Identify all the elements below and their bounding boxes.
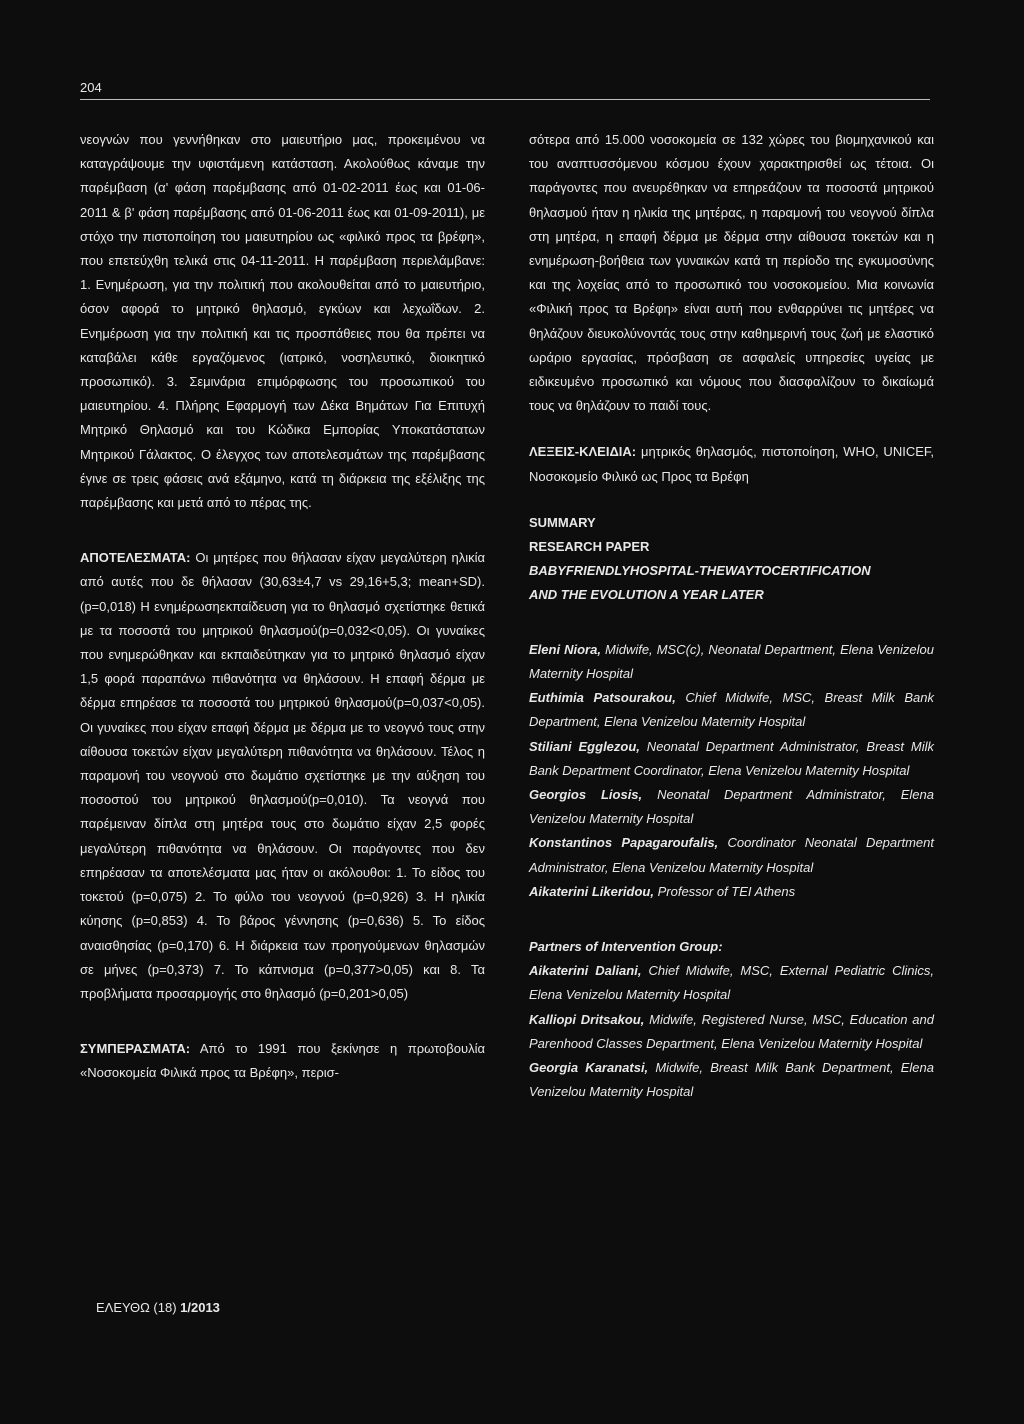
author-entry	[529, 880, 934, 904]
keywords-heading: ΛΕΞΕΙΣ-ΚΛΕΙΔΙΑ:	[529, 444, 637, 460]
spacer	[529, 607, 934, 638]
partners-heading-text: Partners of Intervention Group:	[529, 939, 723, 955]
paper-title-line-2: AND THE EVOLUTION A YEAR LATER	[529, 586, 764, 602]
author-affiliation: Chief Midwife, MSC, Breast Milk Bank Department, Elena Venizelou Maternity Hospital	[529, 690, 934, 730]
keywords-paragraph	[529, 440, 934, 488]
paper-title-line-1: BABYFRIENDLYHOSPITAL-THEWAYTOCERTIFICATION	[529, 562, 871, 578]
spacer	[529, 489, 934, 511]
conclusions-heading: ΣΥΜΠΕΡΑΣΜΑΤΑ:	[80, 1041, 191, 1057]
spacer	[80, 515, 485, 546]
partners-list	[529, 935, 934, 1104]
partner-affiliation: Midwife, Registered Nurse, MSC, Education and Parenhood Classes Department, Elena Venizelou Maternity Hospital	[529, 1011, 934, 1051]
author-name: Georgios Liosis,	[529, 787, 643, 803]
author-entry	[529, 735, 934, 783]
partner-name: Aikaterini Daliani,	[529, 963, 642, 979]
partner-affiliation: Midwife, Breast Milk Bank Department, Elena Venizelou Maternity Hospital	[529, 1060, 934, 1100]
author-affiliation: Midwife, MSC(c), Neonatal Department, Elena Venizelou Maternity Hospital	[529, 641, 934, 682]
partner-entry	[529, 1008, 934, 1056]
right-column	[529, 128, 934, 1105]
spacer	[529, 904, 934, 935]
summary-label: SUMMARY	[529, 514, 596, 530]
methods-text: νεογνών που γεννήθηκαν στο μαιευτήριο μας, προκειμένου να καταγράψουμε την υφιστάμενη κατάσταση. Ακολούθως κάναμε την παρέμβαση (α' φάση παρέμβασης από 01-02-2011 έως και 01-06-2011 & β' φάση παρέμβασης από 01-06-2011 έως και 01-09-2011), με στόχο την πιστοποίηση του μαιευτηρίου ως «φιλικό προς τα βρέφη», που επετεύχθη τελικά στις 04-11-2011. Η παρέμβαση περιελάμβανε: 1. Ενημέρωση, για την πολιτική που ακολουθείται από το μαιευτήριο, όσον αφορά το μητρικό θηλασμό, εγκύων και λεχωΐδων. 2. Ενημέρωση για την πολιτική και τις προσπάθειες που θα πρέπει να καταβάλει κάθε εργαζόμενος (ιατρικό, νοσηλευτικό, διοικητικό προσωπικό). 3. Σεμινάρια επιμόρφωσης του προσωπικού του μαιευτηρίου. 4. Πλήρης Εφαρμογή των Δέκα Βημάτων Για Επιτυχή Μητρικό Θηλασμό και του Κώδικα Εμπορίας Υποκατάστατων Μητρικού Γάλακτος. Ο έλεγχος των αποτελεσμάτων της παρέμβασης έγινε σε τρεις φάσεις ανά εξάμηνο, κατά τη διάρκεια της εξέλιξης της παρέμβασης και μετά από το πέρας της.	[80, 132, 485, 511]
partner-entry	[529, 1056, 934, 1104]
authors-list	[529, 638, 934, 904]
author-entry	[529, 783, 934, 831]
conclusions-text: Από το 1991 που ξεκίνησε η πρωτοβουλία «Νοσοκομεία Φιλικά προς τα Βρέφη», περισ-	[80, 1041, 485, 1081]
results-text: Οι μητέρες που θήλασαν είχαν μεγαλύτερη ηλικία από αυτές που δε θήλασαν (30,63±4,7 vs 29,16+5,3; mean+SD). (p=0,018) Η ενημέρωσηεκπαίδευση για το θηλασμό σχετίστηκε θετικά με τα ποσοστά του μητρικού θηλασμού(p=0,032<0,05). Οι γυναίκες που ενημερώθηκαν και εκπαιδεύτηκαν για το μητρικό θηλασμό είχαν 1,5 φορά παραπάνω πιθανότητα να θηλάσουν. Η επαφή δέρμα με δέρμα επηρέασε τα ποσοστά του μητρικού θηλασμού(p=0,037<0,05). Οι γυναίκες που είχαν επαφή δέρμα με δέρμα με το νεογνό τους στην αίθουσα τοκετών είχαν μεγαλύτερη πιθανότητα να θηλάσουν. Τέλος η παραμονή του νεογνού στο δωμάτιο σχετίστηκε με την αύξηση του ποσοστού του μητρικού θηλασμού(p=0,010). Τα νεογνά που παρέμειναν δίπλα στη μητέρα τους στο δωμάτιο είχαν 2,5 φορές μεγαλύτερη πιθανότητα να θηλάσουν. Οι παράγοντες που δεν επηρέασαν τα αποτελέσματα μας ήταν οι ακόλουθοι: 1. Το είδος του τοκετού (p=0,075) 2. Το φύλο του νεογνού (p=0,926) 3. Η ηλικία κύησης (p=0,853) 4. Το βάρος γέννησης (p=0,636) 5. Το είδος αναισθησίας (p=0,170) 6. Η διάρκεια των προηγούμενων θηλασμών σε μήνες (p=0,373) 7. Το κάπνισμα (p=0,377>0,05) και 8. Τα προβλήματα προσαρμογής στο θηλασμό (p=0,201>0,05)	[80, 550, 485, 1001]
results-heading: ΑΠΟΤΕΛΕΣΜΑΤΑ:	[80, 550, 191, 566]
spacer	[529, 418, 934, 440]
author-affiliation: Neonatal Department Administrator, Elena Venizelou Maternity Hospital	[529, 787, 934, 827]
journal-footer	[96, 1300, 220, 1315]
author-name: Konstantinos Papagaroufalis,	[529, 835, 719, 851]
author-affiliation: Professor of TEI Athens	[653, 883, 796, 899]
conclusions-continued: σότερα από 15.000 νοσοκομεία σε 132 χώρες του βιομηχανικού και του αναπτυσσόμενου κόσμου έχουν χαρακτηρισθεί ως τέτοια. Οι παράγοντες που ανευρέθηκαν να επηρεάζουν τα ποσοστά μητρικού θηλασμού ήταν η ηλικία της μητέρας, η παραμονή του νεογνού δίπλα στη μητέρα, η επαφή δέρμα με δέρμα στην αίθουσα τοκετών και η ενημέρωση-βοήθεια των γυναικών κατά τη περίοδο της εγκυμοσύνης και της λοχείας από το προσωπικό του νοσοκομείου. Μια κοινωνία «Φιλική προς τα Βρέφη» είναι αυτή που ενθαρρύνει τις μητέρες να θηλάζουν διευκολύνοντάς τους στην καθημερινή τους ζωή με ελαστικό ωράριο εργασίας, πρόσβαση σε ασφαλείς υπηρεσίες υγείας με ειδικευμένο προσωπικό και νόμους που διασφαλίζουν το δικαίωμά τους να θηλάζουν το παιδί τους.	[529, 132, 934, 414]
journal-issue: 1/2013	[180, 1300, 220, 1315]
author-entry	[529, 638, 934, 686]
partner-name: Georgia Karanatsi,	[529, 1060, 649, 1076]
journal-name: ΕΛΕΥΘΩ (18)	[96, 1300, 181, 1315]
page-number: 204	[80, 80, 102, 95]
header-rule	[80, 99, 930, 100]
keywords-text: μητρικός θηλασμός, πιστοποίηση, WHO, UNICEF, Νοσοκομείο Φιλικό ως Προς τα Βρέφη	[529, 444, 934, 484]
conclusions-paragraph	[80, 1037, 485, 1085]
left-column	[80, 128, 485, 1086]
partner-name: Kalliopi Dritsakou,	[529, 1011, 645, 1027]
author-name: Euthimia Patsourakou,	[529, 690, 676, 706]
author-entry	[529, 831, 934, 879]
author-name: Eleni Niora,	[529, 641, 601, 657]
author-affiliation: Neonatal Department Administrator, Breast Milk Bank Department Coordinator, Elena Venizelou Maternity Hospital	[529, 738, 934, 778]
author-entry	[529, 686, 934, 734]
paper-type: RESEARCH PAPER	[529, 538, 650, 554]
partner-affiliation: Chief Midwife, MSC, External Pediatric Clinics, Elena Venizelou Maternity Hospital	[529, 963, 935, 1003]
author-name: Aikaterini Likeridou,	[529, 883, 654, 899]
results-paragraph	[80, 546, 485, 1006]
spacer	[80, 1006, 485, 1037]
author-name: Stiliani Egglezou,	[529, 738, 640, 754]
partners-heading	[529, 935, 934, 959]
partner-entry	[529, 959, 934, 1007]
author-affiliation: Coordinator Neonatal Department Administrator, Elena Venizelou Maternity Hospital	[529, 835, 934, 875]
